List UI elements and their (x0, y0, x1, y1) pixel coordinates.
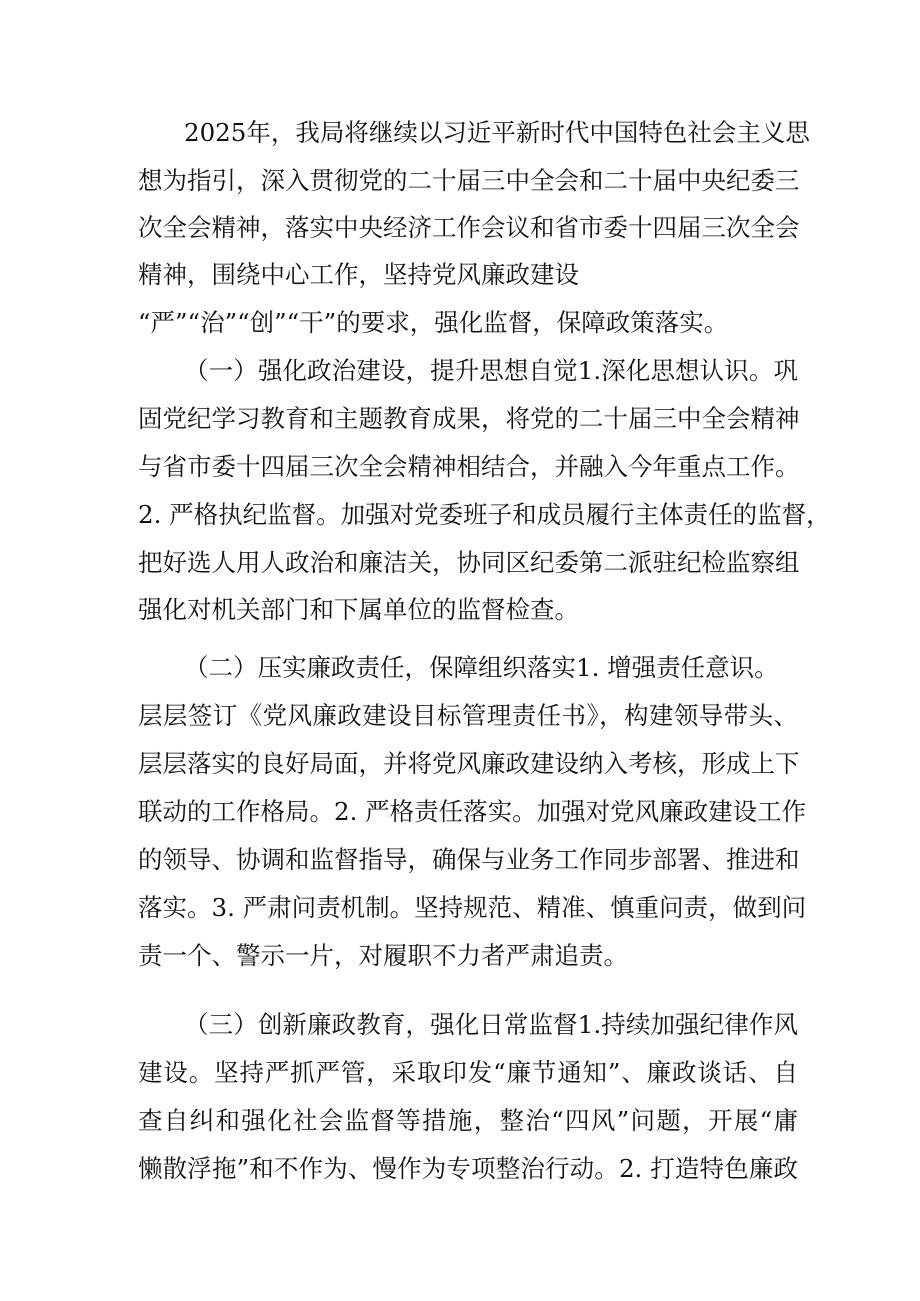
section-1-line-2: 固党纪学习教育和主题教育成果，将党的二十届三中全会精神 (138, 404, 800, 433)
section-1-line-1: （一）强化政治建设，提升思想自觉1.深化思想认识。巩 (184, 356, 798, 385)
section-2-line-7: 责一个、警示一片，对履职不力者严肃追责。 (138, 941, 628, 970)
section-1-line-5: 把好选人用人政治和廉洁关，协同区纪委第二派驻纪检监察组 (138, 548, 800, 577)
section-2-line-3: 层层落实的良好局面，并将党风廉政建设纳入考核，形成上下 (138, 749, 800, 778)
section-1-line-4: 2. 严格执纪监督。加强对党委班子和成员履行主体责任的监督， (138, 500, 831, 529)
section-2-line-4: 联动的工作格局。2. 严格责任落实。加强对党风廉政建设工作 (138, 797, 807, 826)
paragraph-1-line-4: 精神，围绕中心工作，坚持党风廉政建设 (138, 260, 579, 289)
paragraph-1-line-1: 2025年，我局将继续以习近平新时代中国特色社会主义思 (184, 118, 810, 147)
section-3-line-3: 查自纠和强化社会监督等措施，整治“四风”问题，开展“庸 (138, 1106, 798, 1135)
paragraph-1-line-5: “严”“治”“创”“干”的要求，强化监督，保障政策落实。 (138, 308, 729, 337)
section-2-line-2: 层层签订《党风廉政建设目标管理责任书》，构建领导带头、 (138, 701, 798, 730)
section-1-line-6: 强化对机关部门和下属单位的监督检查。 (138, 595, 579, 624)
section-2-line-5: 的领导、协调和监督指导，确保与业务工作同步部署、推进和 (138, 845, 800, 874)
section-2-line-1: （二）压实廉政责任，保障组织落实1. 增强责任意识。 (184, 653, 779, 682)
section-3-line-2: 建设。坚持严抓严管，采取印发“廉节通知”、廉政谈话、自 (138, 1058, 798, 1087)
section-3-line-4: 懒散浮拖”和不作为、慢作为专项整治行动。2. 打造特色廉政 (138, 1154, 798, 1183)
paragraph-1-line-3: 次全会精神，落实中央经济工作会议和省市委十四届三次全会 (138, 213, 800, 242)
section-3-line-1: （三）创新廉政教育，强化日常监督1.持续加强纪律作风 (184, 1010, 798, 1039)
paragraph-1-line-2: 想为指引，深入贯彻党的二十届三中全会和二十届中央纪委三 (138, 166, 800, 195)
section-1-line-3: 与省市委十四届三次全会精神相结合，并融入今年重点工作。 (138, 452, 800, 481)
section-2-line-6: 落实。3. 严肃问责机制。坚持规范、精准、慎重问责，做到问 (138, 893, 807, 922)
